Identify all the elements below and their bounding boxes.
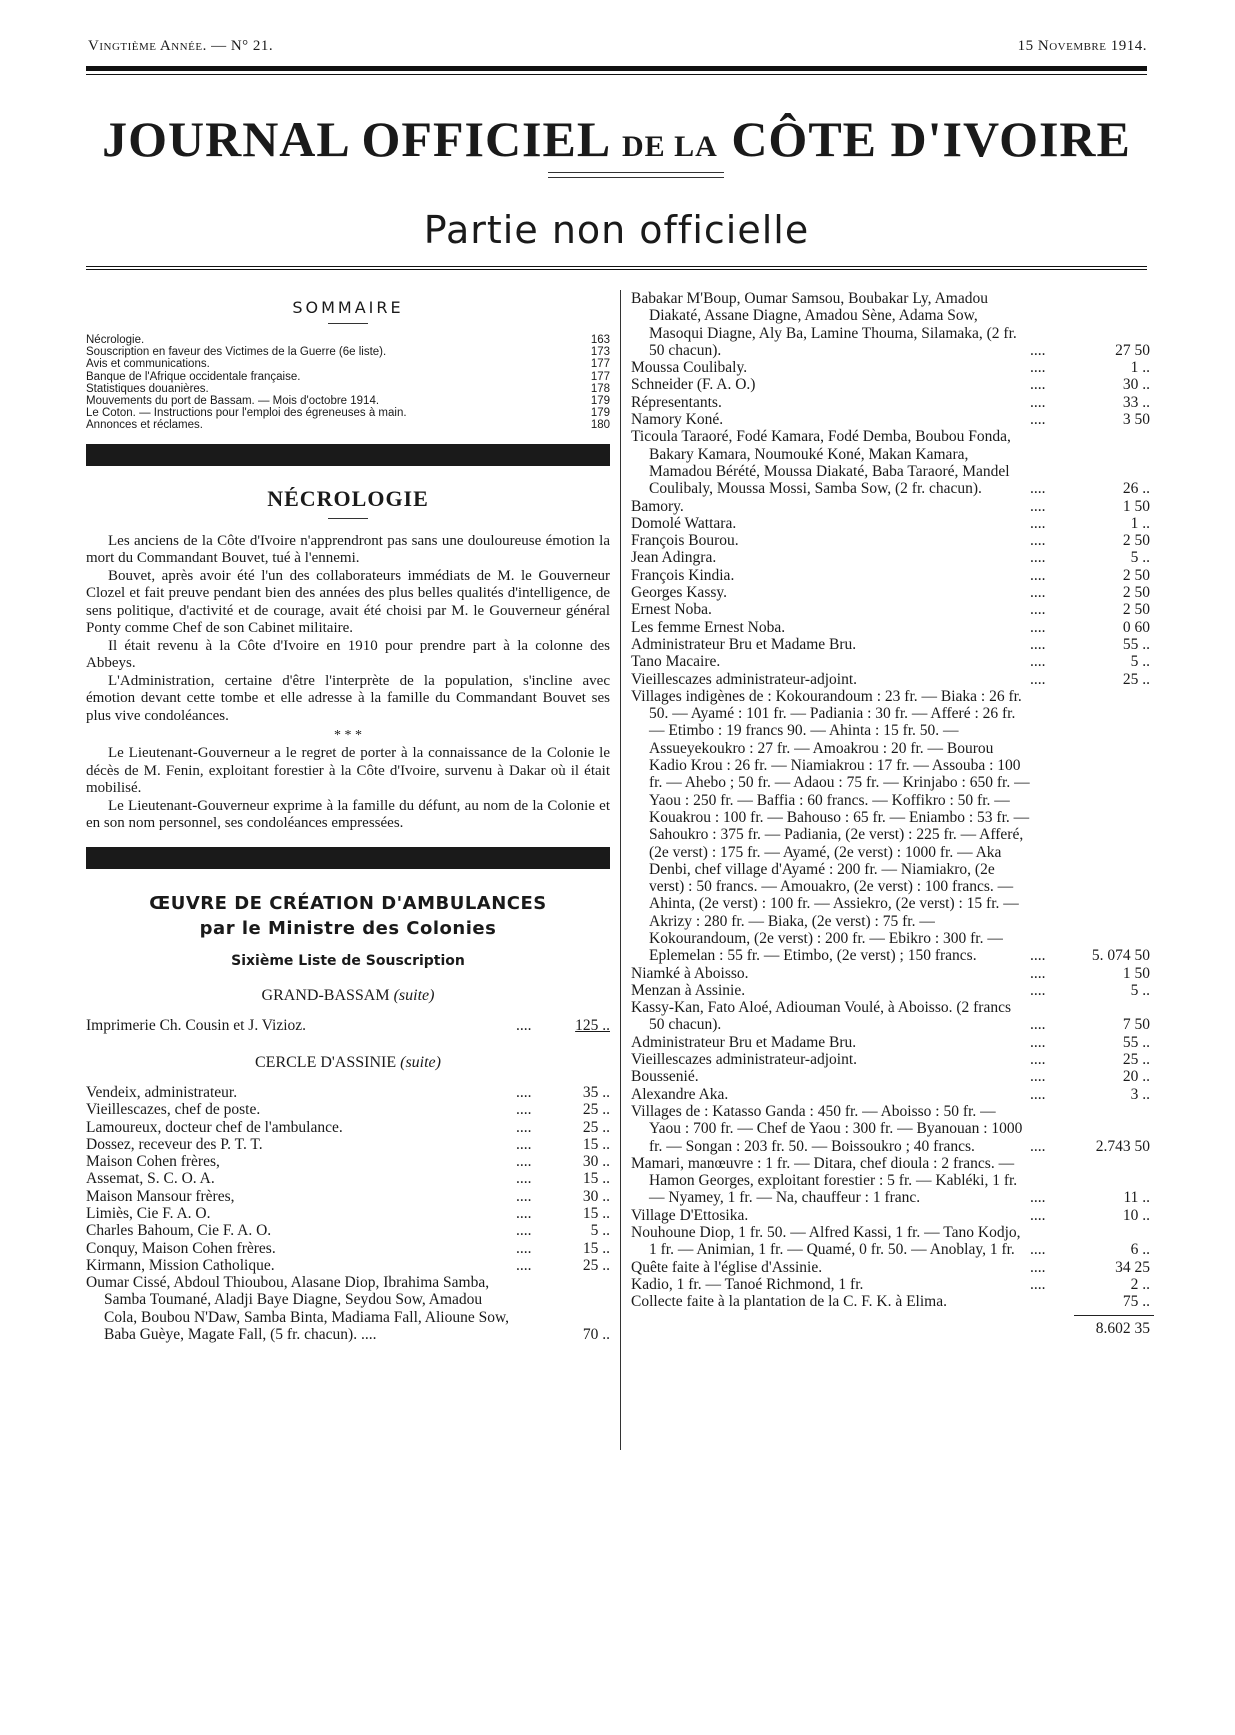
entry-amount: 2 50 — [1122, 601, 1150, 619]
entry-amount: 2 50 — [1122, 584, 1150, 602]
paragraph: Les anciens de la Côte d'Ivoire n'apprendront pas sans une douloureuse émotion la mort du Commandant Bouvet, tué à l'ennemi. — [86, 532, 610, 567]
entry-amount: 2 50 — [1122, 566, 1150, 584]
entry-name: Bamory. — [631, 497, 684, 515]
entry-amount: 7 50 — [1122, 1016, 1150, 1034]
masthead — [86, 110, 1147, 168]
entry-dots: .... — [516, 1205, 532, 1222]
place-heading — [86, 987, 610, 1005]
entry-dots: .... — [1030, 376, 1046, 394]
entry-name: François Bourou. — [631, 532, 739, 550]
entry-amount: 0 60 — [1122, 618, 1150, 636]
subscription-list — [631, 290, 1154, 1311]
entry-amount: 25 .. — [1122, 1051, 1150, 1069]
entry-amount: 125 .. — [575, 1016, 610, 1034]
entry-amount: 1 50 — [1122, 964, 1150, 982]
entry-name: Oumar Cissé, Abdoul Thioubou, Alasane Diop, Ibrahima Samba, Samba Toumané, Aladji Baye Diagne, Seydou Sow, Amadou Cola, Boubou N'Daw, Samba Binta, Madiama Fall, Alioune Sow, Baba Guèye, Magate Fall, (5 fr. chacun). .... — [86, 1274, 510, 1344]
entry-name: Lamoureux, docteur chef de l'ambulance. — [86, 1118, 343, 1136]
total-amount: 8.602 35 — [1095, 1319, 1150, 1337]
list-item — [631, 411, 1154, 428]
entry-amount: 25 .. — [582, 1256, 610, 1274]
entry-name: Moussa Coulibaly. — [631, 359, 748, 377]
entry-dots: .... — [1030, 1068, 1046, 1086]
entry-amount: 6 .. — [1130, 1241, 1150, 1259]
entry-name: Répresentants. — [631, 393, 722, 411]
entry-name: Vieillescazes, chef de poste. — [86, 1101, 261, 1119]
entry-amount: 11 .. — [1123, 1189, 1150, 1207]
toc-page: 179 — [590, 395, 610, 408]
entry-amount: 5 .. — [590, 1222, 610, 1240]
entry-name: Quête faite à l'église d'Assinie. — [631, 1258, 823, 1276]
entry-dots: .... — [1030, 411, 1046, 429]
entry-dots: .... — [1030, 566, 1046, 584]
entry-dots: .... — [1030, 584, 1046, 602]
masthead-rule — [548, 172, 724, 173]
list-item — [631, 584, 1154, 601]
entry-amount: 25 .. — [582, 1118, 610, 1136]
toc-label: Statistiques douanières. — [86, 382, 209, 395]
entry-amount: 5 .. — [1130, 653, 1150, 671]
asterism: * * * — [334, 728, 362, 744]
subtitle-rule — [86, 266, 1147, 267]
entry-amount: 75 .. — [1122, 1293, 1150, 1311]
toc-item[interactable] — [86, 346, 610, 358]
section-subtitle: Partie non officielle — [423, 208, 810, 252]
entry-name: Schneider (F. A. O.) — [631, 376, 756, 394]
toc-label: Nécrologie. — [86, 334, 145, 346]
entry-dots: .... — [1030, 1241, 1046, 1259]
toc-item[interactable] — [86, 419, 610, 431]
entry-amount: 33 .. — [1122, 393, 1150, 411]
paragraph: Il était revenu à la Côte d'Ivoire en 1910 pour prendre part à la colonne des Abbeys. — [86, 637, 610, 672]
left-column — [86, 294, 610, 1343]
header-rule — [86, 66, 1147, 71]
toc-page: 173 — [590, 346, 610, 359]
entry-amount: 30 .. — [582, 1153, 610, 1171]
list-item — [631, 653, 1154, 670]
list-item — [86, 1188, 610, 1205]
entry-amount: 1 50 — [1122, 497, 1150, 515]
paragraph: Bouvet, après avoir été l'un des collaborateurs immédiats de M. le Gouverneur Clozel et fait preuve pendant bien des années des plus belles qualités d'intelligence, de sens politique, d'activité et de courage, avait été choisi par M. le Gouverneur général Ponty comme Chef de son Cabinet militaire. — [86, 567, 610, 637]
entry-amount: 15 .. — [582, 1170, 610, 1188]
toc-item[interactable] — [86, 407, 610, 419]
necrologie-body — [86, 533, 610, 833]
list-item — [631, 1068, 1154, 1085]
entry-amount: 2 50 — [1122, 532, 1150, 550]
masthead-rule-2 — [548, 177, 724, 178]
entry-name: Conquy, Maison Cohen frères. — [86, 1239, 276, 1257]
subscription-list — [86, 1084, 610, 1343]
entry-name: Mamari, manœuvre : 1 fr. — Ditara, chef dioula : 2 francs. — Hamon Georges, exploitant forestier : 5 fr. — Kabléki, 1 fr. — Nyamey, 1 fr. — Na, chauffeur : 1 franc. — [631, 1154, 1018, 1207]
entry-amount: 2.743 50 — [1095, 1137, 1150, 1155]
list-item — [631, 1259, 1154, 1276]
entry-amount: 3 .. — [1130, 1085, 1150, 1103]
entry-dots: .... — [1030, 1016, 1046, 1034]
entry-dots: .... — [1030, 601, 1046, 619]
toc-page: 177 — [590, 370, 610, 383]
necrologie-title: NÉCROLOGIE — [267, 485, 429, 511]
list-item — [631, 965, 1154, 982]
toc-item[interactable] — [86, 383, 610, 395]
list-item — [86, 1101, 610, 1118]
entry-dots: .... — [1030, 549, 1046, 567]
paragraph: L'Administration, certaine d'être l'interprète de la population, s'incline avec émotion devant cette tombe et elle adresse à la famille du Commandant Bouvet ses plus vive condoléances. — [86, 672, 610, 724]
entry-amount: 30 .. — [582, 1187, 610, 1205]
toc-item[interactable] — [86, 358, 610, 370]
list-item — [631, 1103, 1154, 1155]
entry-dots: .... — [1030, 1085, 1046, 1103]
subtitle-rule-2 — [86, 269, 1147, 270]
entry-name: Administrateur Bru et Madame Bru. — [631, 1033, 857, 1051]
section-banner — [86, 444, 610, 466]
entry-name: Niamké à Aboisso. — [631, 964, 749, 982]
entry-dots: .... — [516, 1153, 532, 1171]
list-title: Sixième Liste de Souscription — [231, 952, 465, 969]
list-item — [631, 1086, 1154, 1103]
list-item — [631, 1207, 1154, 1224]
toc-page: 178 — [590, 382, 610, 395]
masthead-part1: JOURNAL OFFICIEL — [102, 111, 609, 167]
total-rule — [1074, 1315, 1154, 1316]
entry-amount: 1 .. — [1130, 514, 1150, 532]
list-item — [86, 1136, 610, 1153]
entry-name: Les femme Ernest Noba. — [631, 618, 786, 636]
sommaire-rule — [328, 323, 368, 324]
place-name: GRAND-BASSAM — [261, 986, 390, 1004]
toc-label: Le Coton. — Instructions pour l'emploi des égreneuses à main. — [86, 407, 407, 420]
entry-dots: .... — [1030, 393, 1046, 411]
list-item — [631, 1155, 1154, 1207]
list-item — [631, 532, 1154, 549]
entry-name: Ticoula Taraoré, Fodé Kamara, Fodé Demba, Boubou Fonda, Bakary Kamara, Noumouké Koné, Makan Kamara, Mamadou Bérété, Moussa Diakaté, Baba Taraoré, Mandel Coulibaly, Moussa Mossi, Samba Sow, (2 fr. chacun). — [631, 428, 1011, 498]
entry-amount: 70 .. — [582, 1326, 610, 1344]
list-item — [86, 1119, 610, 1136]
toc-label: Souscription en faveur des Victimes de la Guerre (6e liste). — [86, 346, 387, 359]
list-item — [86, 1170, 610, 1187]
entry-dots: .... — [1030, 653, 1046, 671]
entry-dots: .... — [1030, 618, 1046, 636]
issue-date: 15 Novembre 1914. — [1017, 38, 1147, 54]
entry-amount: 15 .. — [582, 1239, 610, 1257]
entry-dots: .... — [516, 1256, 532, 1274]
entry-dots: .... — [1030, 359, 1046, 377]
entry-name: Kassy-Kan, Fato Aloé, Adiouman Voulé, à Aboisso. (2 francs 50 chacun). — [631, 999, 1011, 1034]
entry-dots: .... — [516, 1118, 532, 1136]
entry-dots: .... — [1030, 1137, 1046, 1155]
entry-name: Collecte faite à la plantation de la C. F. K. à Elima. — [631, 1293, 947, 1311]
list-item — [631, 515, 1154, 532]
list-item — [631, 688, 1154, 965]
list-item — [86, 1017, 610, 1034]
entry-amount: 25 .. — [1122, 670, 1150, 688]
toc-label: Mouvements du port de Bassam. — Mois d'octobre 1914. — [86, 395, 380, 408]
list-item — [631, 359, 1154, 376]
entry-name: Maison Cohen frères, — [86, 1153, 220, 1171]
entry-name: Boussenié. — [631, 1068, 699, 1086]
toc-item[interactable] — [86, 334, 610, 346]
entry-dots: .... — [516, 1016, 532, 1034]
place-heading — [86, 1054, 610, 1072]
place-suite: (suite) — [393, 986, 435, 1004]
entry-dots: .... — [516, 1170, 532, 1188]
toc-item[interactable] — [86, 395, 610, 407]
entry-dots: .... — [1030, 964, 1046, 982]
entry-dots: .... — [516, 1222, 532, 1240]
entry-dots: .... — [516, 1187, 532, 1205]
entry-name: François Kindia. — [631, 566, 735, 584]
entry-amount: 5. 074 50 — [1091, 947, 1150, 965]
entry-name: Vieillescazes administrateur-adjoint. — [631, 1051, 858, 1069]
entry-dots: .... — [1030, 947, 1046, 965]
list-item — [631, 567, 1154, 584]
list-item — [86, 1084, 610, 1101]
entry-dots: .... — [1030, 497, 1046, 515]
entry-dots: .... — [516, 1135, 532, 1153]
entry-dots: .... — [1030, 1051, 1046, 1069]
entry-amount: 5 .. — [1130, 981, 1150, 999]
toc-item[interactable] — [86, 371, 610, 383]
list-item — [631, 549, 1154, 566]
list-item — [86, 1153, 610, 1170]
entry-name: Babakar M'Boup, Oumar Samsou, Boubakar Ly, Amadou Diakaté, Assane Diagne, Amadou Sène, Adama Sow, Masoqui Diagne, Aly Ba, Lamine Thouma, Silamaka, (2 fr. 50 chacun). — [631, 290, 1017, 359]
list-item — [86, 1274, 610, 1343]
entry-dots: .... — [1030, 532, 1046, 550]
right-column — [631, 290, 1154, 1337]
entry-amount: 35 .. — [582, 1083, 610, 1101]
list-item — [86, 1222, 610, 1239]
entry-name: Nouhoune Diop, 1 fr. 50. — Alfred Kassi, 1 fr. — Tano Kodjo, 1 fr. — Animian, 1 fr. — Quamé, 0 fr. 50. — Anoblay, 1 fr. — [631, 1224, 1021, 1259]
entry-name: Administrateur Bru et Madame Bru. — [631, 635, 857, 653]
masthead-part3: CÔTE D'IVOIRE — [731, 111, 1131, 167]
masthead-part2: DE LA — [621, 130, 718, 163]
entry-dots: .... — [1030, 341, 1046, 359]
list-item — [631, 1034, 1154, 1051]
entry-dots: .... — [1030, 635, 1046, 653]
entry-dots: .... — [1030, 981, 1046, 999]
list-item — [631, 1224, 1154, 1259]
entry-amount: 15 .. — [582, 1205, 610, 1222]
entry-amount: 26 .. — [1122, 480, 1150, 498]
toc-page: 180 — [590, 419, 610, 432]
entry-name: Maison Mansour frères, — [86, 1187, 235, 1205]
entry-amount: 55 .. — [1122, 635, 1150, 653]
entry-name: Vendeix, administrateur. — [86, 1083, 238, 1101]
entry-name: Kirmann, Mission Catholique. — [86, 1256, 275, 1274]
list-item — [631, 376, 1154, 393]
table-of-contents — [86, 334, 610, 432]
oeuvre-title: ŒUVRE DE CRÉATION D'AMBULANCES — [149, 892, 547, 914]
entry-amount: 27 50 — [1115, 341, 1150, 359]
toc-page: 163 — [590, 334, 610, 346]
toc-page: 177 — [590, 358, 610, 371]
entry-dots: .... — [516, 1101, 532, 1119]
list-item — [631, 498, 1154, 515]
entry-amount: 1 .. — [1130, 359, 1150, 377]
entry-dots: .... — [1030, 480, 1046, 498]
entry-dots: .... — [1030, 1189, 1046, 1207]
entry-dots: .... — [516, 1083, 532, 1101]
oeuvre-subtitle: par le Ministre des Colonies — [199, 917, 497, 939]
paragraph: Le Lieutenant-Gouverneur exprime à la famille du défunt, au nom de la Colonie et en son nom personnel, ses condoléances empressées. — [86, 797, 610, 832]
entry-name: Limiès, Cie F. A. O. — [86, 1205, 211, 1222]
entry-amount: 25 .. — [582, 1101, 610, 1119]
toc-label: Avis et communications. — [86, 358, 210, 371]
list-item — [631, 671, 1154, 688]
list-item — [86, 1257, 610, 1274]
necrologie-rule — [328, 518, 368, 519]
entry-name: Villages indigènes de : Kokourandoum : 23 fr. — Biaka : 26 fr. 50. — Ayamé : 101 fr. — Padiania : 30 fr. — Afferé : 26 fr. — Etimbo : 19 francs 90. — Ahinta : 15 fr. 50. — Assueyekoukro : 27 fr. — Amoakrou : 20 fr. — Bourou Kadio Krou : 26 fr. — Niamiakrou : 17 fr. — Assouba : 100 fr. — Ahebo ; 50 fr. — Adaou : 75 fr. — Krinjabo : 650 fr. — Yaou : 250 fr. — Baffia : 60 francs. — Koffikro : 50 fr. — Kouakrou : 100 fr. — Bahouso : 65 fr. — Eniambo : 53 fr. — Sahoukro : 375 fr. — Padiania, (2e verst) : 225 fr. — Afferé, (2e verst) : 175 fr. — Ayamé, (2e verst) : 1000 fr. — Aka Denbi, chef village d'Ayamé : 200 fr. — Niamiakro, (2e verst) : 50 francs. — Amouakro, (2e verst) : 100 francs. — Ahinta, (2e verst) : 100 fr. — Assiekro, (2e verst) : 15 fr. — Akrizy : 280 fr. — Biaka, (2e verst) : 75 fr. — Kokourandoum, (2e verst) : 200 fr. — Ebikro : 300 fr. — Eplemelan : 55 fr. — Etimbo, (2e verst) ; 150 francs. — [631, 687, 1030, 965]
entry-dots: .... — [1030, 514, 1046, 532]
header-rule-thin — [86, 74, 1147, 75]
list-item — [631, 636, 1154, 653]
list-item — [631, 290, 1154, 359]
entry-amount: 3 50 — [1122, 411, 1150, 429]
entry-amount: 20 .. — [1122, 1068, 1150, 1086]
issue-header — [88, 38, 1147, 55]
list-item — [631, 1293, 1154, 1310]
list-item — [631, 619, 1154, 636]
list-item — [631, 428, 1154, 497]
entry-name: Charles Bahoum, Cie F. A. O. — [86, 1222, 272, 1240]
list-item — [86, 1205, 610, 1222]
list-item — [631, 982, 1154, 999]
entry-dots: .... — [1030, 1275, 1046, 1293]
entry-dots: .... — [1030, 670, 1046, 688]
entry-amount: 34 25 — [1115, 1258, 1150, 1276]
sommaire-title: SOMMAIRE — [292, 298, 404, 317]
entry-amount: 15 .. — [582, 1135, 610, 1153]
list-item — [631, 601, 1154, 618]
entry-name: Jean Adingra. — [631, 549, 717, 567]
entry-amount: 30 .. — [1122, 376, 1150, 394]
list-item — [86, 1240, 610, 1257]
list-item — [631, 394, 1154, 411]
list-item — [631, 999, 1154, 1034]
entry-name: Dossez, receveur des P. T. T. — [86, 1135, 263, 1153]
entry-dots: .... — [1030, 1033, 1046, 1051]
place-suite: (suite) — [400, 1053, 441, 1071]
toc-label: Annonces et réclames. — [86, 419, 203, 432]
toc-page: 179 — [590, 407, 610, 420]
entry-name: Menzan à Assinie. — [631, 981, 746, 999]
entry-amount: 10 .. — [1122, 1206, 1150, 1224]
section-banner — [86, 847, 610, 869]
entry-name: Imprimerie Ch. Cousin et J. Vizioz. — [86, 1016, 307, 1034]
place-name: CERCLE D'ASSINIE — [255, 1053, 397, 1071]
entry-dots: .... — [1030, 1258, 1046, 1276]
subscription-list — [86, 1017, 610, 1034]
entry-name: Tano Macaire. — [631, 653, 721, 671]
entry-name: Georges Kassy. — [631, 584, 727, 602]
entry-amount: 5 .. — [1130, 549, 1150, 567]
entry-name: Vieillescazes administrateur-adjoint. — [631, 670, 858, 688]
entry-name: Ernest Noba. — [631, 601, 712, 619]
entry-name: Domolé Wattara. — [631, 514, 737, 532]
entry-name: Village D'Ettosika. — [631, 1206, 749, 1224]
entry-name: Kadio, 1 fr. — Tanoé Richmond, 1 fr. — [631, 1275, 864, 1293]
entry-name: Assemat, S. C. O. A. — [86, 1170, 215, 1188]
entry-name: Namory Koné. — [631, 411, 724, 429]
list-item — [631, 1276, 1154, 1293]
toc-label: Banque de l'Afrique occidentale française. — [86, 370, 301, 383]
entry-name: Alexandre Aka. — [631, 1085, 729, 1103]
entry-name: Villages de : Katasso Ganda : 450 fr. — Aboisso : 50 fr. — Yaou : 700 fr. — Chef de Yaou : 300 fr. — Byanouan : 1000 fr. — Songan : 203 fr. 50. — Boissoukro ; 40 francs. — [631, 1102, 1023, 1155]
paragraph: Le Lieutenant-Gouverneur a le regret de porter à la connaissance de la Colonie le décès de M. Fenin, exploitant forestier à la Côte d'Ivoire, survenu à Dakar où il était mobilisé. — [86, 745, 610, 797]
entry-amount: 55 .. — [1122, 1033, 1150, 1051]
list-item — [631, 1051, 1154, 1068]
entry-dots: .... — [516, 1239, 532, 1257]
entry-dots: .... — [1030, 1206, 1046, 1224]
column-divider — [620, 290, 621, 1450]
entry-amount: 2 .. — [1130, 1275, 1150, 1293]
issue-number: Vingtième Année. — N° 21. — [88, 38, 274, 54]
